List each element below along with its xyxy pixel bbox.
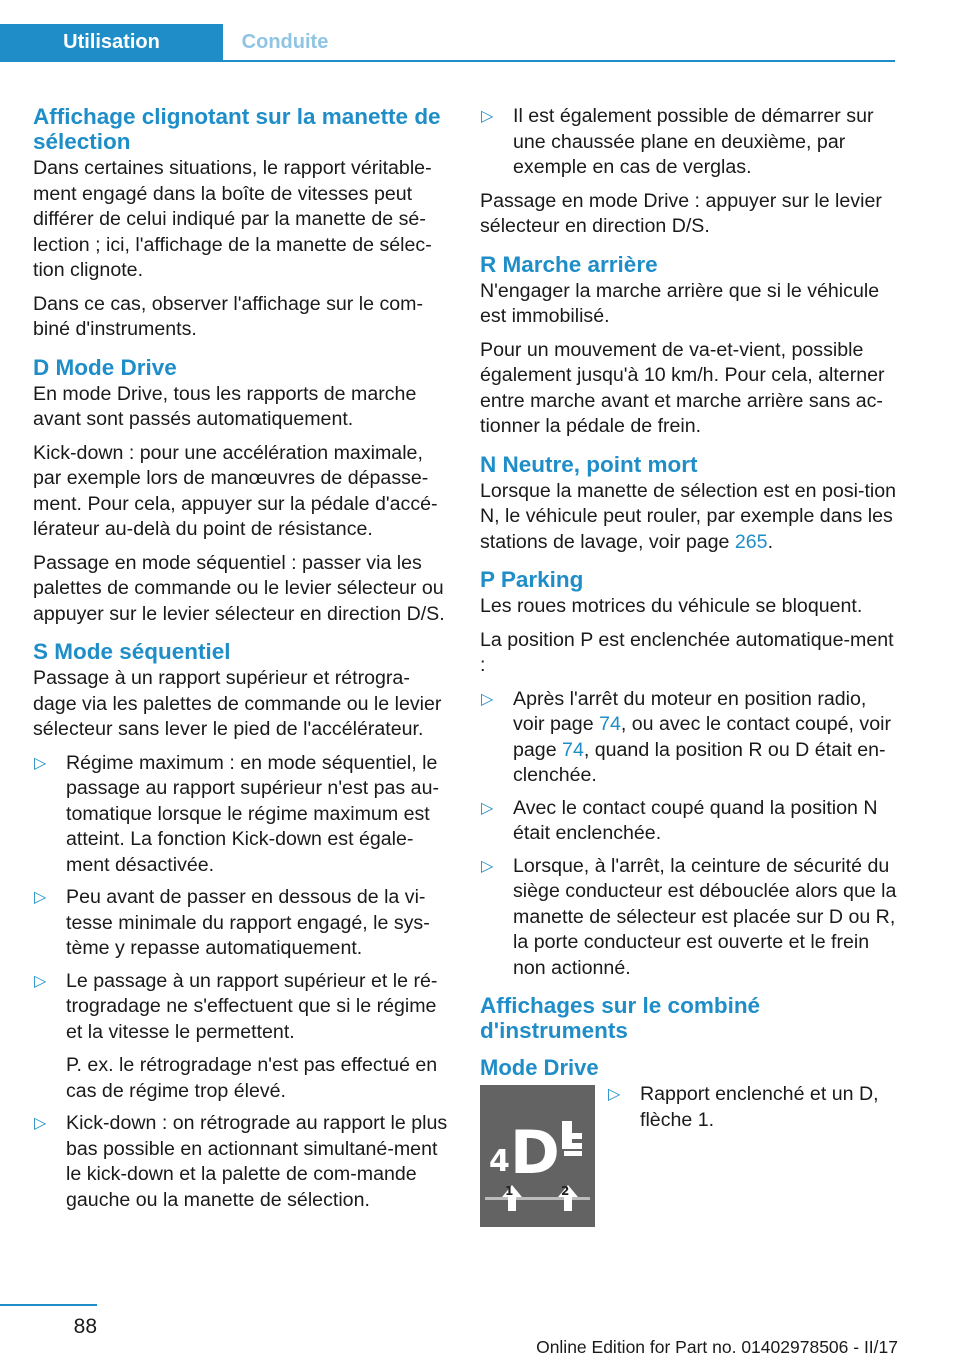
triangle-bullet-icon: ▷ [34,889,47,906]
list-item: ▷ Régime maximum : en mode séquentiel, le passage au rapport supérieur n'est pas au‐tomatique lorsque le régime maximum est atteint. La fonction Kick-down est égale‐ment désactivée. [34,751,439,876]
paragraph: Les roues motrices du véhicule se bloquent. [480,595,863,617]
heading-sequential-mode: S Mode séquentiel [33,639,231,664]
tab-utilisation[interactable]: Utilisation [0,24,223,60]
drive-display-illustration [480,1085,595,1227]
paragraph: Dans certaines situations, le rapport véritable‐ment engagé dans la boîte de vitesses peut différer de celui indiqué par la manette de sé‐lection ; ici, l'affichage de la manette de sélec‐tion clignote. [33,157,432,281]
page-number: 88 [73,1315,97,1338]
tab-underline [0,60,895,62]
paragraph: Pour un mouvement de va-et-vient, possible également jusqu'à 10 km/h. Pour cela, alterner entre marche avant et marche arrière sans ac‐tionner la pédale de frein. [480,338,885,437]
callout-2: 2 [561,1184,570,1198]
paragraph: Dans ce cas, observer l'affichage sur le com‐biné d'instruments. [33,292,423,340]
sequential-bullet-list [33,751,448,1214]
mode-drive-block [480,1082,898,1232]
triangle-bullet-icon: ▷ [34,754,47,772]
paragraph: Kick-down : pour une accélération maximale, par exemple lors de manœuvres de dépasse‐ment. Pour cela, appuyer sur la pédale d'accé‐lérateur au-delà du point de résistance. [33,441,438,540]
chapter-tabs [0,24,895,62]
triangle-bullet-icon: ▷ [481,799,494,817]
triangle-bullet-icon: ▷ [481,857,494,875]
footer-edition: Online Edition for Part no. 01402978506 - II/17 [536,1337,898,1357]
list-item: ▷ Après l'arrêt du moteur en position radio, voir page 74, ou avec le contact coupé, voir page 74, quand la position R ou D était en‐clenchée. [481,687,891,786]
paragraph: En mode Drive, tous les rapports de marche avant sont passés automatiquement. [33,382,417,430]
list-item: ▷ Il est également possible de démarrer sur une chaussée plane en deuxième, par exemple en cas de verglas. [481,105,874,178]
paragraph: Passage à un rapport supérieur et rétrogra‐dage via les palettes de commande ou le levier sélecteur sans lever le pied de l'accélérateur. [33,667,442,740]
list-item: ▷ Kick-down : on rétrograde au rapport le plus bas possible en actionnant simultané‐ment le kick-down et la palette de com‐mande gauche ou la manette de sélection. [34,1112,448,1211]
drive-bullet-list [607,1082,898,1140]
list-item: ▷ Avec le contact coupé quand la position N était enclenchée. [481,796,878,844]
heading-neutral: N Neutre, point mort [480,451,698,477]
list-item: ▷ Peu avant de passer en dessous de la vi‐tesse minimale du rapport engagé, le sys‐tème y repasse automatiquement. [34,886,430,959]
heading-parking: P Parking [480,567,584,592]
list-item: ▷ Rapport enclenché et un D, flèche 1. [608,1083,879,1131]
parking-bullet-list [480,687,898,982]
heading-flashing-display: Affichage clignotant sur la manette de sélection [33,104,441,154]
right-column [480,104,898,1232]
page-link[interactable]: 74 [599,713,621,735]
heading-drive-mode: D Mode Drive [33,354,177,380]
page-number-rule [0,1304,97,1306]
callout-1: 1 [505,1184,514,1198]
triangle-bullet-icon: ▷ [481,690,494,708]
heading-mode-drive: Mode Drive [480,1055,599,1080]
paragraph: Passage en mode Drive : appuyer sur le levier sélecteur en direction D/S. [480,189,882,237]
page-link[interactable]: 74 [562,738,584,761]
heading-instrument-displays: Affichages sur le combiné d'instruments [480,993,761,1043]
triangle-bullet-icon: ▷ [34,972,47,990]
paragraph: Passage en mode séquentiel : passer via les palettes de commande ou le levier sélecteur ou appuyer sur le levier sélecteur en direction D/S. [33,551,445,625]
list-item: ▷ Lorsque, à l'arrêt, la ceinture de sécurité du siège conducteur est débouclée alors que la manette de sélecteur est placée sur D ou R, la porte conducteur est ouverte et le frein non actionné. [481,854,897,979]
paragraph: N'engager la marche arrière que si le véhicule est immobilisé. [480,279,880,327]
triangle-bullet-icon: ▷ [481,108,494,125]
gear-number: 4 [489,1144,510,1179]
gear-letter: D [510,1118,560,1188]
left-column [33,104,448,1221]
paragraph: La position P est enclenchée automatique‐ment : [480,628,894,676]
heading-reverse: R Marche arrière [480,251,658,277]
triangle-bullet-icon: ▷ [608,1086,621,1103]
paragraph: Lorsque la manette de sélection est en posi‐tion N, le véhicule peut rouler, par exemple dans les stations de lavage, voir page 265. [480,479,897,553]
tab-conduite[interactable]: Conduite [241,30,329,53]
page-link[interactable]: 265 [734,530,768,553]
triangle-bullet-icon: ▷ [34,1115,47,1132]
continued-bullet-list [480,104,898,181]
list-item: ▷ Le passage à un rapport supérieur et le ré‐trogradage ne s'effectuent que si le régime et la vitesse le permettent. P. ex. le rétrogradage n'est pas effectué en cas de régime trop élevé. [34,969,438,1102]
